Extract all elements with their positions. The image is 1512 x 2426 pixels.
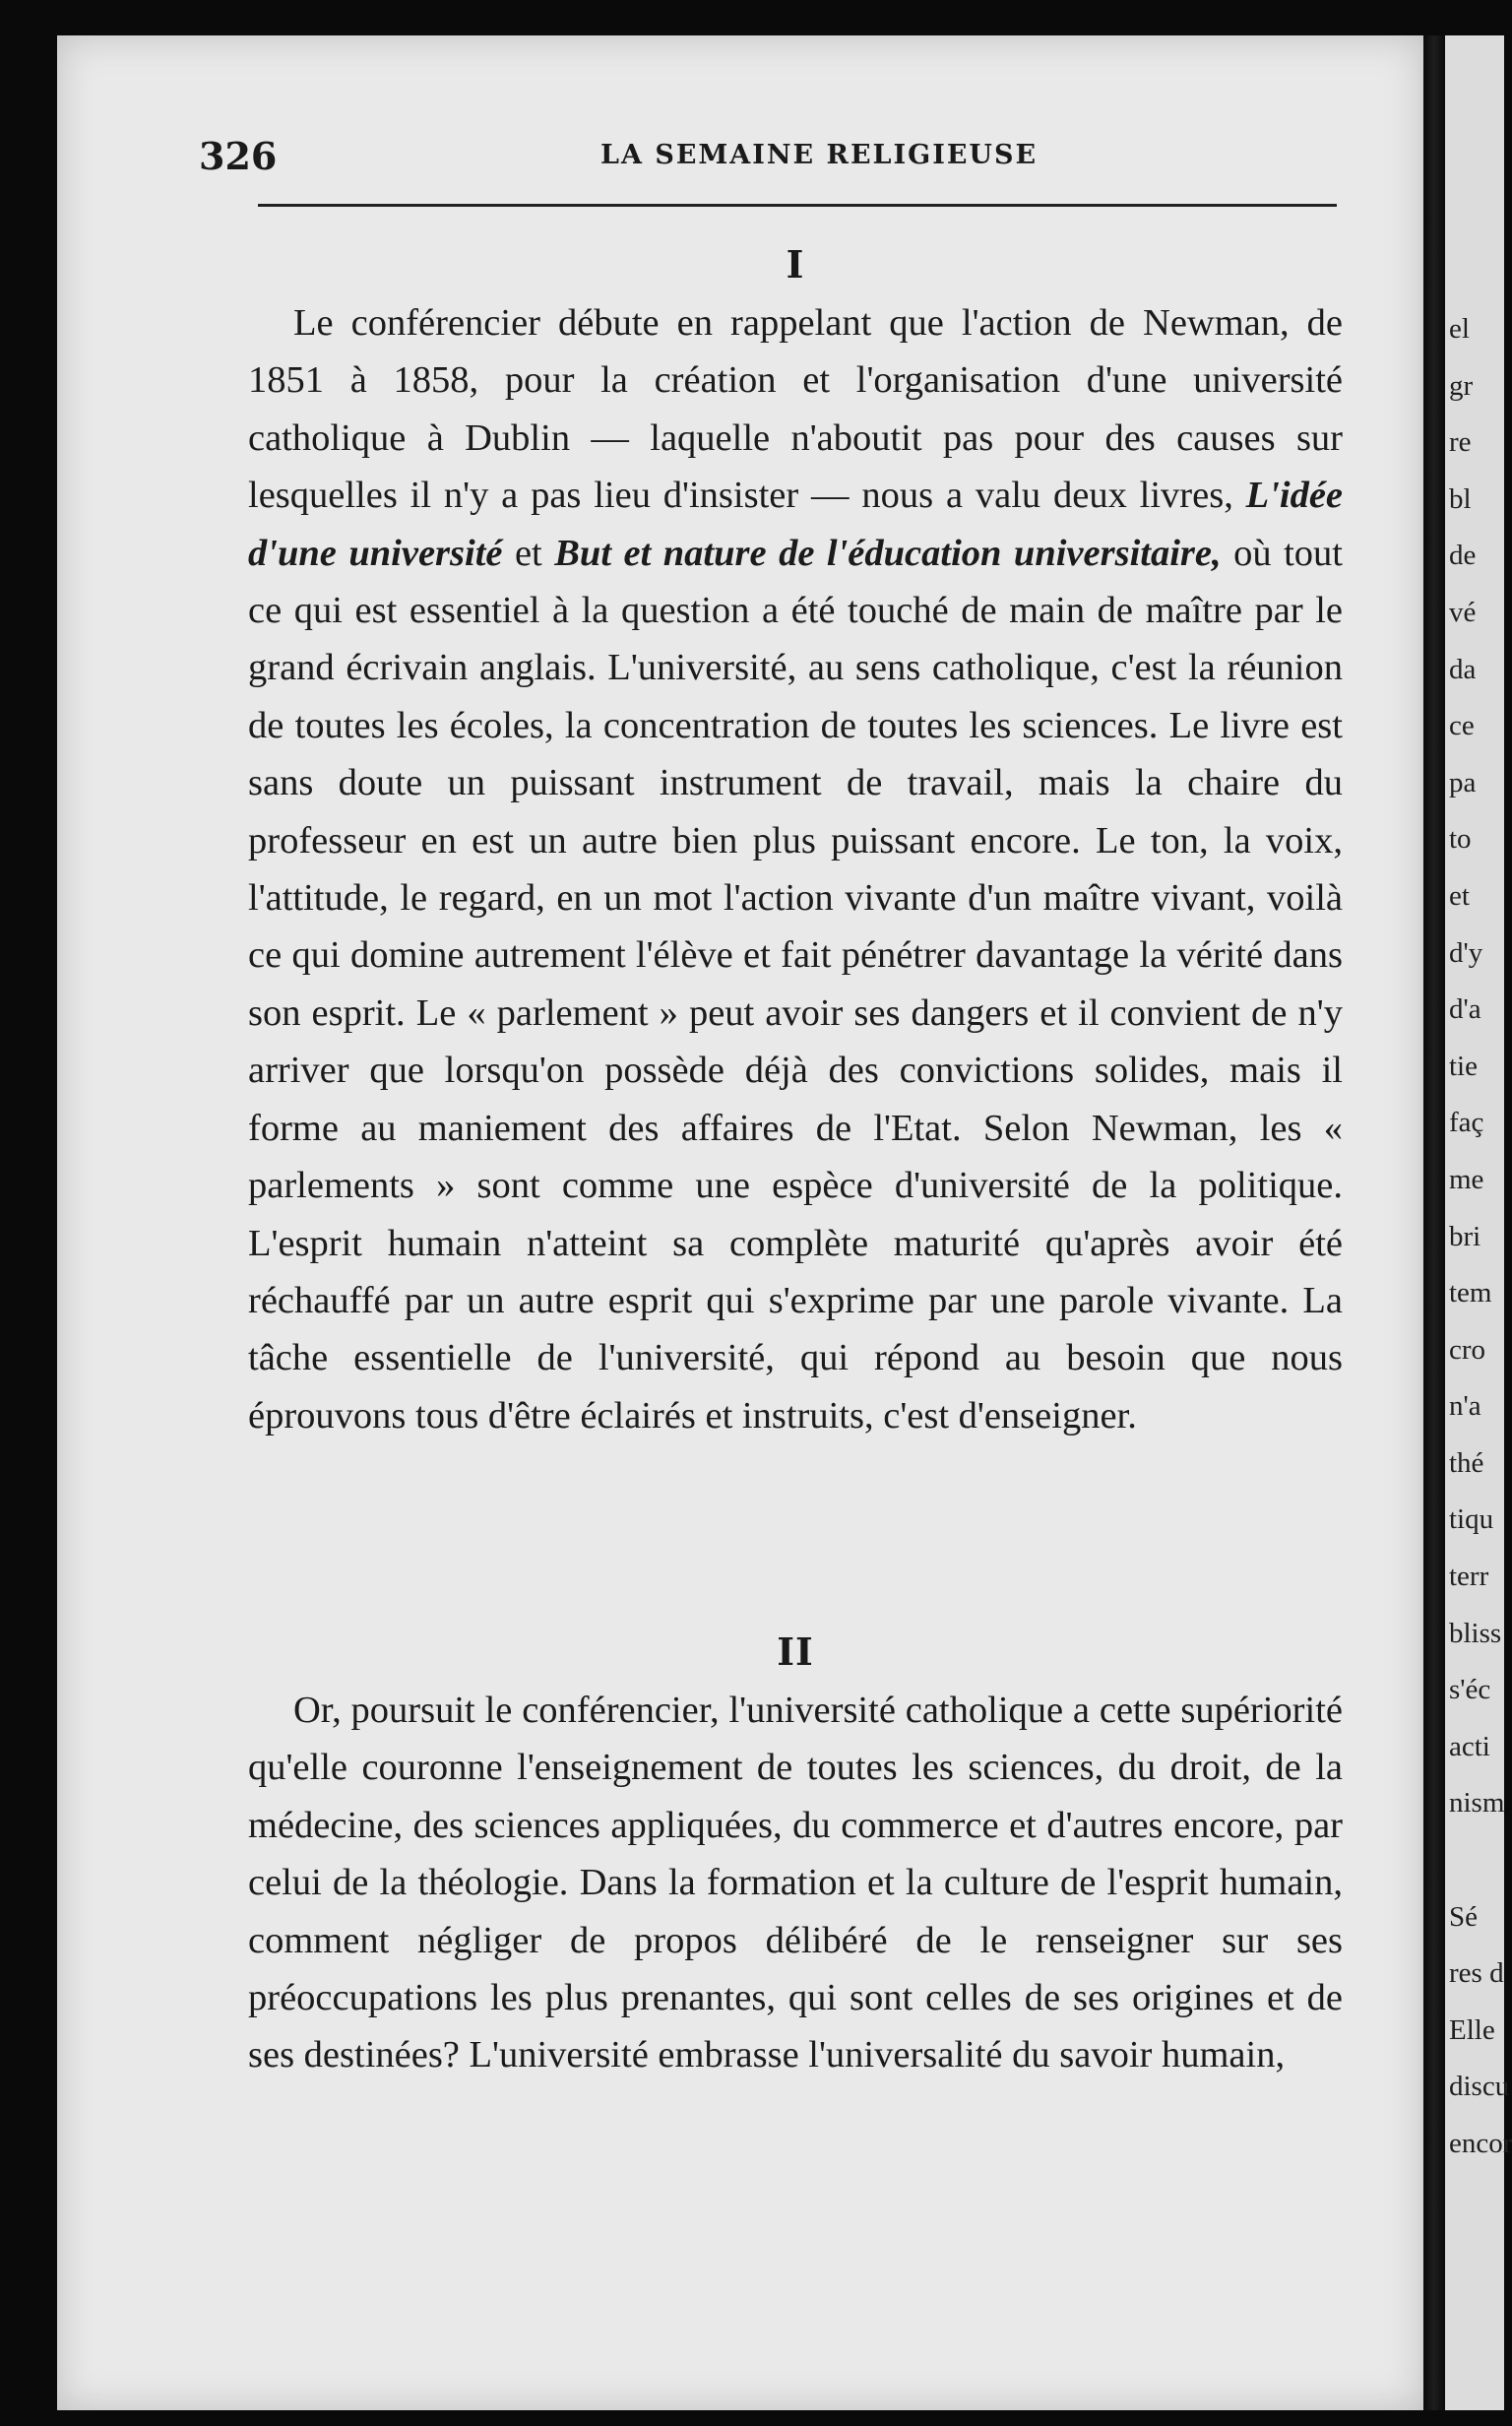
section-2 — [248, 1629, 1343, 2084]
section-2-paragraph: Or, poursuit le conférencier, l'université catholique a cette supériorité qu'elle couronne l'enseignement de toutes les sciences, du droit, de la médecine, des sciences appliquées, du commerce et d'autres encore, par celui de la théologie. Dans la formation et la culture de l'esprit humain, comment négliger de propos délibéré de le renseigner sur ses préoccupations les plus prenantes, qui sont celles de ses origines et de ses destinées? L'université embrasse l'universalité du savoir humain, — [248, 1690, 1343, 2076]
paragraph-text: où tout ce qui est essentiel à la question a été touché de main de maître par le grand écrivain anglais. L'université, au sens catholique, c'est la réunion de toutes les écoles, la concentration de toutes les sciences. Le livre est sans doute un puissant instrument de travail, mais la chaire du professeur en est un autre bien plus puissant encore. Le ton, la voix, l'attitude, le regard, en un mot l'action vivante d'un maître vivant, voilà ce qui domine autrement l'élève et fait pénétrer davantage la vérité dans son esprit. Le « parlement » peut avoir ses dangers et il convient de n'y arriver que lorsqu'on possède déjà des convictions solides, mais il forme au maniement des affaires de l'Etat. Selon Newman, les « parlements » sont comme une espèce d'université de la politique. L'esprit humain n'atteint sa complète maturité qu'après avoir été réchauffé par un autre esprit qui s'exprime par une parole vivante. La tâche essentielle de l'université, qui répond au besoin que nous éprouvons tous d'être éclairés et instruits, c'est d'enseigner. — [248, 532, 1343, 1436]
header-rule — [258, 204, 1337, 207]
book-title-1: L'idée d'une université — [248, 475, 1343, 574]
adjacent-page-fragments: el gr re bl de vé da ce pa to et d'y d'a tie faç me bri tem cro n'a thé tiqu terr bliss s'éc acti nism Sé res d Elle discu encor — [1449, 313, 1512, 2159]
section-1-paragraph — [248, 294, 1343, 1444]
running-head — [199, 126, 1339, 185]
book-spine-shadow — [1423, 35, 1445, 2410]
section-heading-1: I — [786, 242, 805, 287]
book-title-2: But et nature de l'éducation universitaire, — [554, 532, 1222, 574]
paragraph-text: Le conférencier débute en rappelant que l'action de Newman, de 1851 à 1858, pour la création et l'organisation d'une université catholique à Dublin — laquelle n'aboutit pas pour des causes sur lesquelles il n'y a pas lieu d'insister — nous a valu deux livres, — [248, 302, 1343, 517]
page-number: 326 — [199, 134, 278, 178]
adjacent-page-edge — [1445, 35, 1512, 2410]
paragraph-text: et — [502, 532, 555, 574]
running-title: LA SEMAINE RELIGIEUSE — [600, 140, 1039, 170]
section-heading-2: II — [777, 1629, 814, 1674]
section-1 — [248, 242, 1343, 1444]
